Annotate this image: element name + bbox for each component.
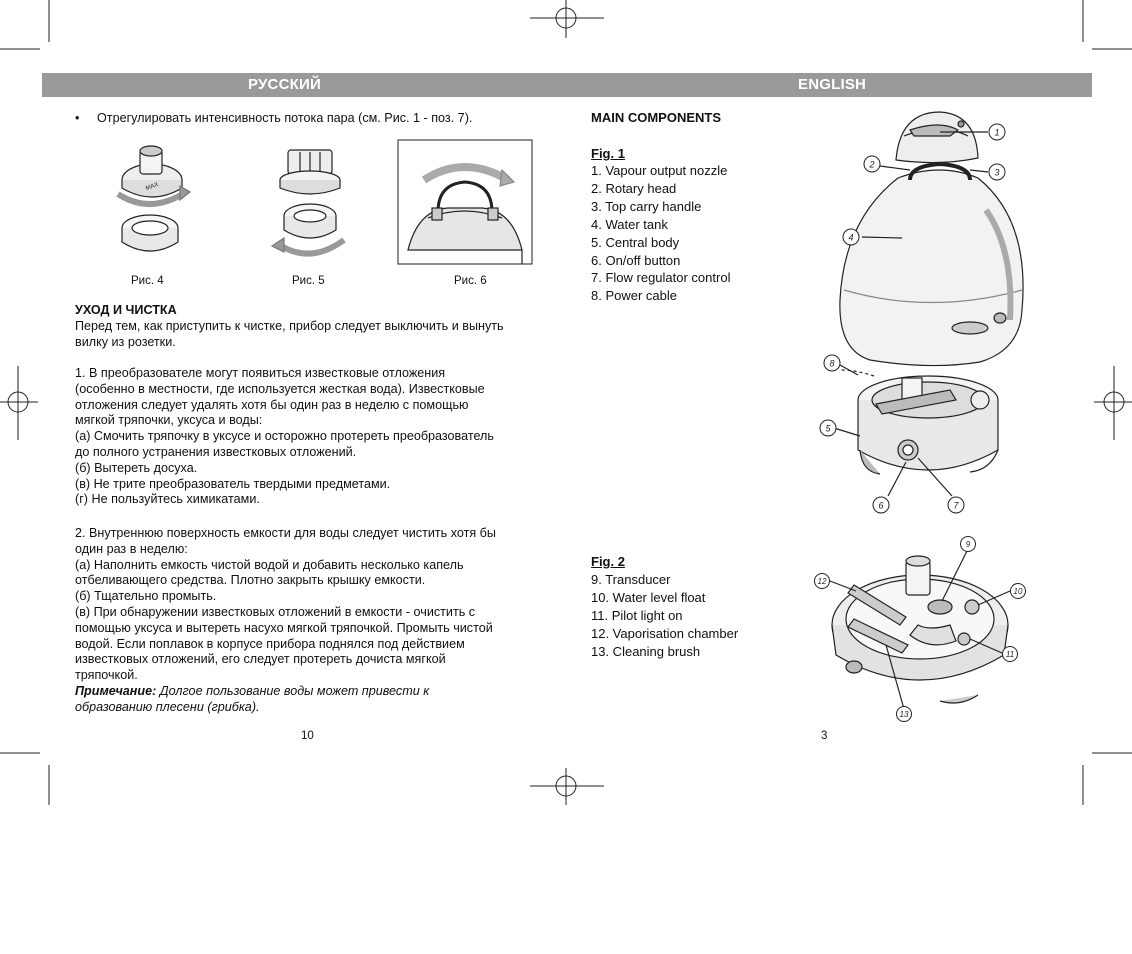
list-item: 6. On/off button xyxy=(591,252,681,268)
page-number-left: 10 xyxy=(301,730,314,742)
list-item: 1. Vapour output nozzle xyxy=(591,163,728,178)
list-item: 9. Transducer xyxy=(591,572,671,587)
callout-5: 5 xyxy=(825,423,831,434)
figure-4-illustration xyxy=(100,140,220,275)
care-intro xyxy=(75,319,545,351)
step-1-line: (а) Смочить тряпочку в уксусе и осторожно протереть преобразователь xyxy=(75,429,494,444)
callout-11: 11 xyxy=(1005,650,1015,659)
care-note xyxy=(75,684,545,716)
figure-5-illustration xyxy=(260,140,380,275)
header-russian: РУССКИЙ xyxy=(248,76,321,93)
step-2-line: 2. Внутреннюю поверхность емкости для воды следует чистить хотя бы xyxy=(75,526,496,540)
care-intro-line: Перед тем, как приступить к чистке, прибор следует выключить и вынуть xyxy=(75,319,504,333)
step-1-line: мягкой тряпочки, уксуса и воды: xyxy=(75,413,263,428)
step-1-line: (в) Не трите преобразователь твердыми предметами. xyxy=(75,476,391,491)
step-1-line: отложения следует удалять хотя бы один раз в неделю с помощью xyxy=(75,397,469,412)
fig-1-components-list xyxy=(591,162,730,305)
callout-10: 10 xyxy=(1013,587,1023,596)
note-text-1: Долгое пользование воды может привести к xyxy=(156,684,430,698)
care-step-1 xyxy=(75,366,545,508)
callout-12: 12 xyxy=(817,577,827,586)
list-item: 7. Flow regulator control xyxy=(591,270,731,286)
step-1-line: (особенно в местности, где используется жесткая вода). Известковые xyxy=(75,381,485,396)
figure-4-caption: Рис. 4 xyxy=(131,275,164,287)
list-item: 4. Water tank xyxy=(591,216,668,232)
intro-text: Отрегулировать интенсивность потока пара (см. Рис. 1 - поз. 7). xyxy=(97,111,473,125)
step-1-line: до полного устранения известковых отложений. xyxy=(75,444,357,459)
care-title: УХОД И ЧИСТКА xyxy=(75,303,177,317)
step-2-line: (в) При обнаружении известковых отложений в емкости - очистить с xyxy=(75,604,476,619)
step-2-line: один раз в неделю: xyxy=(75,541,188,556)
care-intro-line: вилку из розетки. xyxy=(75,334,176,349)
step-2-line: водой. Если поплавок в корпусе прибора поднялся под действием xyxy=(75,636,465,651)
callout-3: 3 xyxy=(994,167,1000,178)
list-item: 8. Power cable xyxy=(591,288,677,304)
list-item: 12. Vaporisation chamber xyxy=(591,625,739,641)
step-1-line: (г) Не пользуйтесь химикатами. xyxy=(75,492,260,507)
step-2-line: тряпочкой. xyxy=(75,668,138,683)
care-step-2 xyxy=(75,526,545,684)
figure-6-caption: Рис. 6 xyxy=(454,275,487,287)
list-item: 10. Water level float xyxy=(591,589,706,605)
callout-9: 9 xyxy=(965,540,971,549)
callout-6: 6 xyxy=(878,500,884,511)
note-label: Примечание: xyxy=(75,684,157,698)
fig-2-title: Fig. 2 xyxy=(591,554,625,569)
fig-1-title: Fig. 1 xyxy=(591,146,625,161)
list-item: 13. Cleaning brush xyxy=(591,643,701,659)
header-english: ENGLISH xyxy=(798,76,867,93)
step-2-line: (б) Тщательно промыть. xyxy=(75,589,217,604)
callout-1: 1 xyxy=(994,127,1000,138)
callout-8: 8 xyxy=(829,358,835,369)
callout-7: 7 xyxy=(953,500,959,511)
step-2-line: помощью уксуса и вытереть насухо мягкой тряпочкой. Промыть чистой xyxy=(75,620,493,635)
note-text-2: образованию плесени (грибка). xyxy=(75,699,260,714)
fig-1-humidifier-illustration xyxy=(800,100,1050,520)
callout-2: 2 xyxy=(869,159,875,170)
list-item: 2. Rotary head xyxy=(591,180,677,196)
list-item: 3. Top carry handle xyxy=(591,198,702,214)
figure-4-knob-text: MAX xyxy=(145,181,160,192)
list-item: 5. Central body xyxy=(591,234,680,250)
step-2-line: отбеливающего средства. Плотно закрыть крышку емкости. xyxy=(75,573,426,588)
list-item: 11. Pilot light on xyxy=(591,607,683,623)
fig-2-components-list xyxy=(591,571,738,661)
callout-4: 4 xyxy=(848,232,854,243)
step-1-line: (б) Вытереть досуха. xyxy=(75,460,198,475)
page-number-right: 3 xyxy=(821,730,828,742)
fig-2-base-illustration xyxy=(810,535,1040,725)
language-header-bar xyxy=(42,73,1092,97)
callout-13: 13 xyxy=(899,710,909,719)
bullet-mark: • xyxy=(75,111,80,125)
step-1-line: 1. В преобразователе могут появиться известковые отложения xyxy=(75,366,446,380)
main-components-title: MAIN COMPONENTS xyxy=(591,110,721,125)
figure-5-caption: Рис. 5 xyxy=(292,275,325,287)
figure-6-illustration xyxy=(398,140,532,264)
step-2-line: известковых отложений, его следует протереть дочиста мягкой xyxy=(75,652,446,667)
step-2-line: (а) Наполнить емкость чистой водой и добавить несколько капель xyxy=(75,557,464,572)
